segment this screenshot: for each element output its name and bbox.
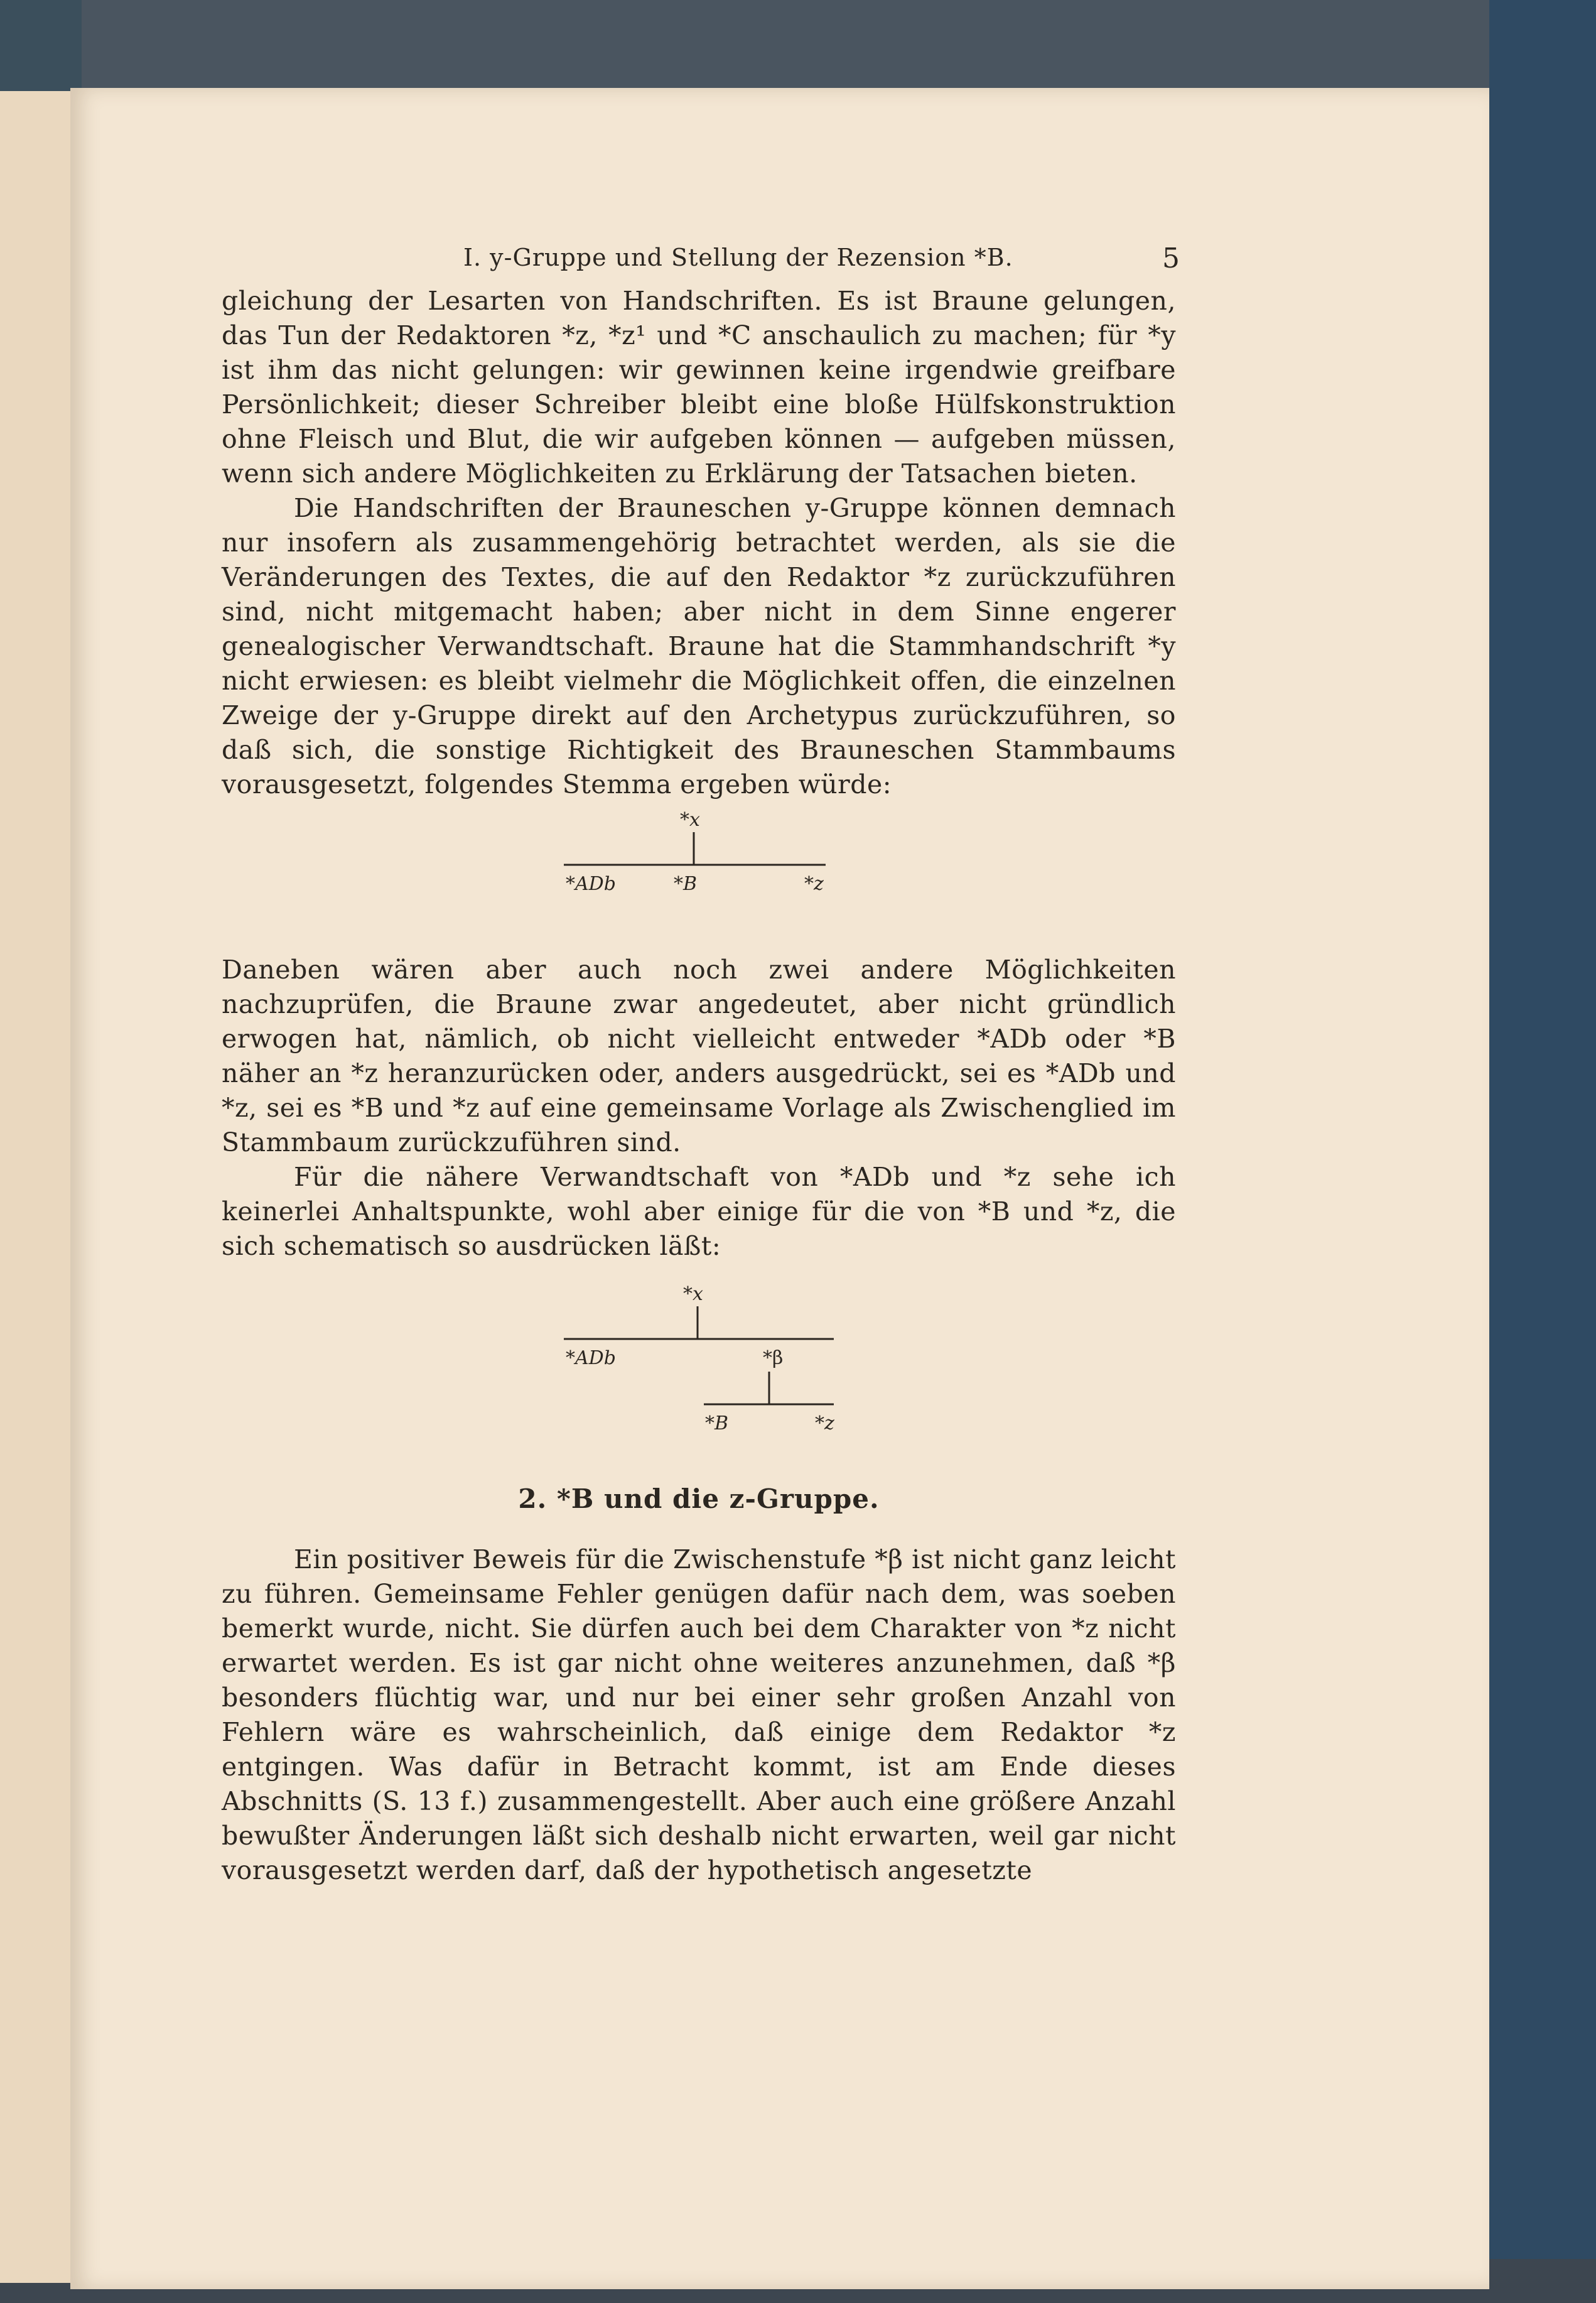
stemma-2-grandchild: *z — [815, 1412, 834, 1434]
stemma-diagram-1 — [222, 802, 1176, 953]
running-head-title: I. y-Gruppe und Stellung der Rezension *B. — [463, 244, 1013, 271]
book-cover-top — [0, 0, 1596, 94]
paragraph: gleichung der Lesarten von Handschriften. Es ist Braune gelungen, das Tun der Redaktoren *z, *z¹ und *C anschaulich zu machen; für *y ist ihm das nicht gelungen: wir gewinnen keine irgendwie greifbare Persönlichkeit; dieser Schreiber bleibt eine bloße Hülfskonstruktion ohne Fleisch und Blut, die wir aufgeben können — aufgeben müssen, wenn sich andere Möglichkeiten zu Erklärung der Tatsachen bieten. — [222, 286, 1176, 489]
stemma-2-grandchild: *B — [705, 1412, 729, 1434]
running-head — [222, 232, 1180, 276]
paragraph: Daneben wären aber auch noch zwei andere Möglichkeiten nachzuprüfen, die Braune zwar angedeutet, aber nicht gründlich erwogen hat, nämlich, ob nicht vielleicht entweder *ADb oder *B näher an *z heranzurücken oder, anders ausgedrückt, sei es *ADb und *z, sei es *B und *z auf eine gemeinsame Vorlage als Zwischenglied im Stammbaum zurückzuführen sind. — [222, 955, 1176, 1157]
page-content — [222, 232, 1180, 1888]
paragraph: Für die nähere Verwandtschaft von *ADb und *z sehe ich keinerlei Anhaltspunkte, wohl aber einige für die von *B und *z, die sich schematisch so ausdrücken läßt: — [222, 1162, 1176, 1261]
stemma-2-child: *ADb — [566, 1347, 616, 1369]
book-cover-right — [1489, 0, 1596, 2303]
stemma-1-child: *ADb — [566, 873, 616, 895]
page-number: 5 — [1162, 242, 1180, 274]
stemma-2-child: *β — [763, 1347, 784, 1369]
paragraph: Die Handschriften der Brauneschen y-Gruppe können demnach nur insofern als zusammengehörig betrachtet werden, als sie die Veränderungen des Textes, die auf den Redaktor *z zurückzuführen sind, nicht mitgemacht haben; aber nicht in dem Sinne engerer genealogischer Verwandtschaft. Braune hat die Stammhandschrift *y nicht erwiesen: es bleibt vielmehr die Möglichkeit offen, die einzelnen Zweige der y-Gruppe direkt auf den Archetypus zurückzuführen, so daß sich, die sonstige Richtigkeit des Brauneschen Stammbaums vorausgesetzt, folgendes Stemma ergeben würde: — [222, 493, 1176, 799]
stemma-1-root: *x — [680, 809, 700, 831]
stemma-1-child: *B — [674, 873, 698, 895]
paragraph: Ein positiver Beweis für die Zwischenstufe *β ist nicht ganz leicht zu führen. Gemeinsame Fehler genügen dafür nach dem, was soeben bemerkt wurde, nicht. Sie dürfen auch bei dem Charakter von *z nicht erwartet werden. Es ist gar nicht ohne weiteres anzunehmen, daß *β besonders flüchtig war, und nur bei einer sehr großen Anzahl von Fehlern wäre es wahrscheinlich, daß einige dem Redaktor *z entgingen. Was dafür in Betracht kommt, ist am Ende dieses Abschnitts (S. 13 f.) zusammengestellt. Aber auch eine größere Anzahl bewußter Änderungen läßt sich deshalb nicht erwarten, weil gar nicht vorausgesetzt werden darf, daß der hypothetisch angesetzte — [222, 1544, 1176, 1885]
stemma-1-child: *z — [804, 873, 824, 895]
facing-page-edge — [0, 91, 70, 2283]
stemma-2-root: *x — [683, 1283, 703, 1305]
stemma-diagram-2 — [222, 1264, 1176, 1465]
section-heading: 2. *B und die z-Gruppe. — [518, 1483, 880, 1514]
